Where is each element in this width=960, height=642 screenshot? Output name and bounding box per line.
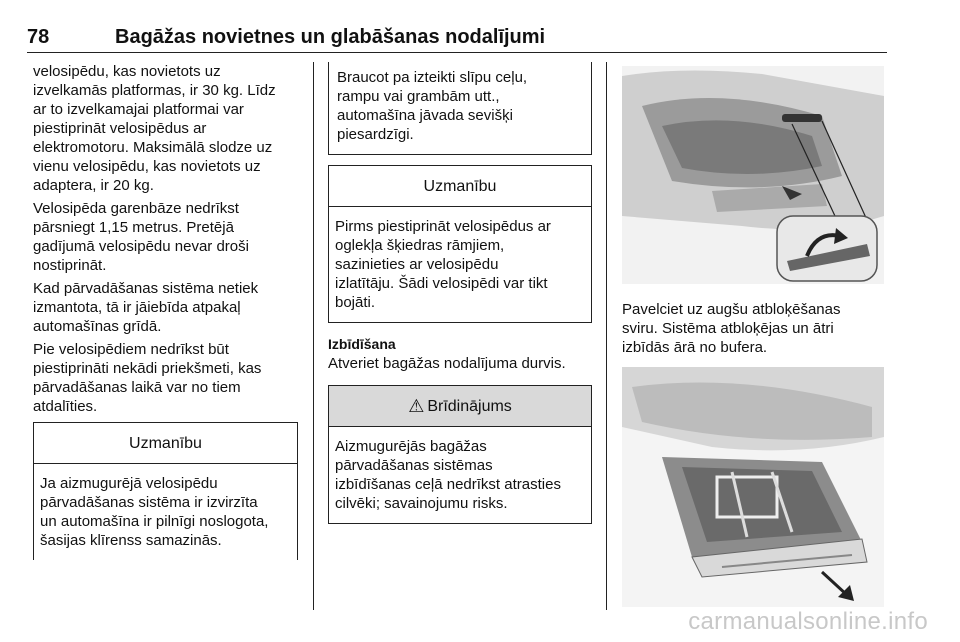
paragraph: Kad pārvadāšanas sistēma netiek izmantota, tā ir jāiebīda atpakaļ automašīnas grīdā. xyxy=(33,280,259,335)
unlock-lever-illustration xyxy=(622,66,884,284)
caution-box-continued: Braucot pa izteikti slīpu ceļu, rampu vai grambām utt., automašīna jāvada sevišķi piesardzīgi. xyxy=(328,62,592,155)
carrier-extended-illustration xyxy=(622,367,884,607)
warning-box xyxy=(328,385,592,524)
caution-box xyxy=(328,165,592,323)
column-divider xyxy=(606,62,607,610)
caution-body: Pirms piestiprināt velosipēdus ar oglekļa šķiedras rāmjiem, sazinieties ar velosipēdu izlatītāju. Šādi velosipēdi var tikt bojāti. xyxy=(335,218,551,311)
page-header xyxy=(27,20,887,53)
column-divider xyxy=(313,62,314,610)
caution-title: Uzmanību xyxy=(34,423,297,464)
column-3 xyxy=(622,62,884,607)
page-title: Bagāžas novietnes un glabāšanas nodalījumi xyxy=(115,26,546,48)
caution-title: Uzmanību xyxy=(329,166,591,207)
column-2 xyxy=(328,62,592,524)
caution-box xyxy=(33,422,298,560)
caution-body: Ja aizmugurējā velosipēdu pārvadāšanas sistēma ir izvirzīta un automašīna ir pilnīgi noslogota, šasijas klīrenss samazinās. xyxy=(40,475,269,549)
paragraph: Pie velosipēdiem nedrīkst būt piestiprināti nekādi priekšmeti, kas pārvadāšanas laikā var no tiem atdalīties. xyxy=(33,341,262,415)
page-number: 78 xyxy=(27,26,50,48)
warning-triangle-icon: ⚠ xyxy=(408,395,425,416)
warning-body: Aizmugurējās bagāžas pārvadāšanas sistēmas izbīdīšanas ceļā nedrīkst atrasties cilvēki; savainojumu risks. xyxy=(335,438,561,512)
warning-title: Brīdinājums xyxy=(427,397,512,415)
watermark: carmanualsonline.info xyxy=(688,608,928,635)
car-rear-lever-icon xyxy=(622,66,884,284)
paragraph: velosipēdu, kas novietots uz izvelkamās platformas, ir 30 kg. Līdz ar to izvelkamajai platformai var piestiprināt velosipēdus ar elektromotoru. Maksimālā slodze uz vienu velosipēdu, kas novietots uz adaptera, ir 20 kg. xyxy=(33,63,276,194)
instruction-text: Atveriet bagāžas nodalījuma durvis. xyxy=(328,355,566,372)
section-heading: Izbīdīšana xyxy=(328,336,396,352)
bike-carrier-icon xyxy=(622,367,884,607)
paragraph: Velosipēda garenbāze nedrīkst pārsniegt 1,15 metrus. Pretējā gadījumā velosipēdu nevar droši nostiprināt. xyxy=(33,200,249,274)
warning-header xyxy=(329,386,591,427)
column-1 xyxy=(33,62,298,560)
figure-caption: Pavelciet uz augšu atbloķēšanas sviru. Sistēma atbloķējas un ātri izbīdās ārā no bufera. xyxy=(622,301,841,356)
